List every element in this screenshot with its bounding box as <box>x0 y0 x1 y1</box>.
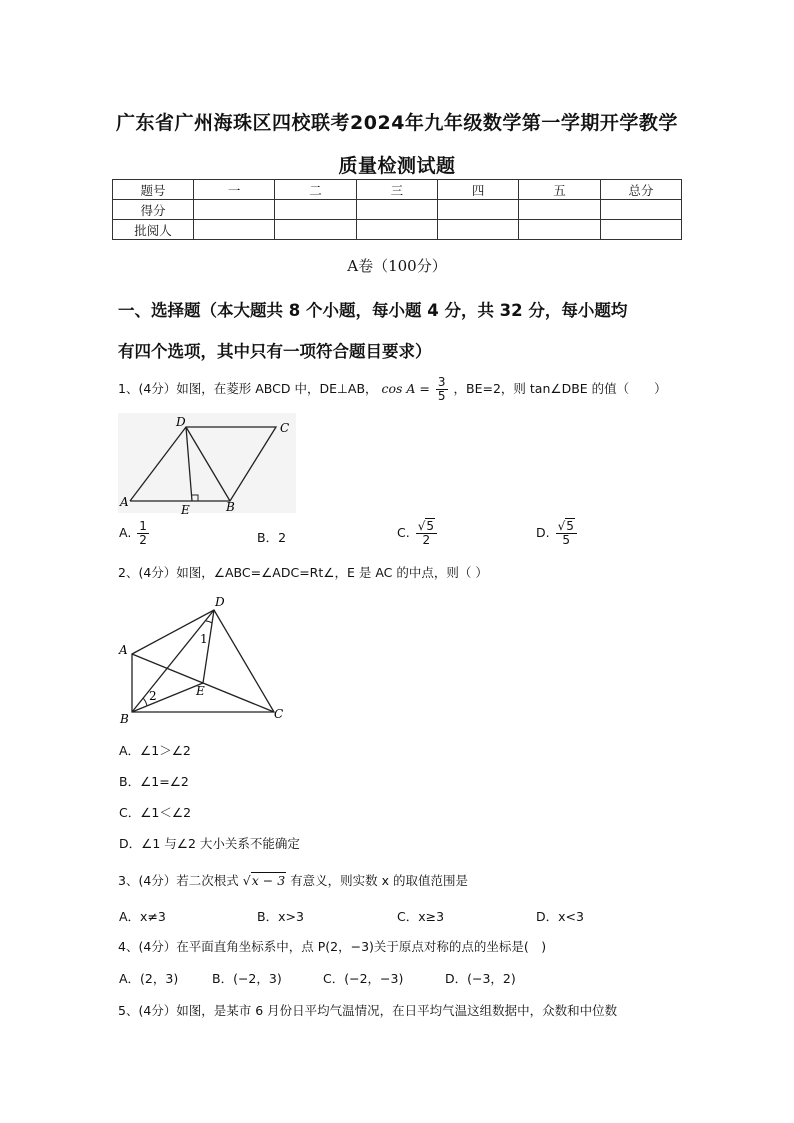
radicand: x − 3 <box>251 873 286 888</box>
fraction-numerator: 1 <box>139 519 147 533</box>
reviewer-cell[interactable] <box>194 220 275 240</box>
q2-option-d[interactable]: D．∠1 与∠2 大小关系不能确定 <box>119 836 300 851</box>
score-table-header-row <box>113 180 682 200</box>
label-d: D <box>176 415 186 429</box>
score-cell[interactable] <box>356 200 437 220</box>
exam-title-line2: 质量检测试题 <box>338 155 456 177</box>
fraction-numerator <box>416 520 437 534</box>
label-angle-2: 2 <box>149 689 157 703</box>
cos-fraction <box>436 376 448 403</box>
sqrt-symbol: √5 <box>557 519 574 533</box>
reviewer-cell[interactable] <box>600 220 681 240</box>
label-e: E <box>196 684 205 698</box>
question-3-pre: 3、(4分）若二次根式 <box>118 873 239 888</box>
score-cell[interactable] <box>600 200 681 220</box>
fraction-numerator: 3 <box>437 375 446 389</box>
section-a-heading: A卷（100分） <box>347 257 447 275</box>
question-1-pre: 1、(4分）如图，在菱形 ABCD 中，DE⊥AB， <box>118 381 378 397</box>
option-letter: D. <box>536 525 550 541</box>
label-angle-1: 1 <box>200 632 208 646</box>
option-a-fraction <box>137 520 149 547</box>
label-b: B <box>120 712 129 724</box>
label-e: E <box>181 503 190 515</box>
reviewer-row-label: 批阅人 <box>113 220 194 240</box>
option-letter: C. <box>397 525 410 541</box>
score-cell[interactable] <box>194 200 275 220</box>
q2-option-c[interactable]: C．∠1＜∠2 <box>119 805 192 820</box>
fraction-denominator: 5 <box>437 389 446 404</box>
score-header-cell: 总分 <box>600 180 681 200</box>
q2-option-b[interactable]: B．∠1=∠2 <box>119 774 189 789</box>
question-4-text: 4、(4分）在平面直角坐标系中，点 P(2，−3)关于原点对称的点的坐标是( ) <box>118 939 547 954</box>
question-1-post: ，BE=2，则 tan∠DBE 的值（ ） <box>453 381 667 397</box>
reviewer-row <box>113 220 682 240</box>
reviewer-cell[interactable] <box>275 220 356 240</box>
q4-option-d[interactable]: D．(−3，2) <box>445 971 516 986</box>
option-d-fraction <box>556 520 577 547</box>
score-header-cell: 三 <box>356 180 437 200</box>
score-header-cell: 题号 <box>113 180 194 200</box>
question-5-text: 5、(4分）如图，是某市 6 月份日平均气温情况，在日平均气温这组数据中，众数和中位数 <box>118 1003 618 1018</box>
question-3-post: 有意义，则实数 x 的取值范围是 <box>290 873 469 888</box>
score-cell[interactable] <box>437 200 518 220</box>
option-letter: A. <box>119 525 132 541</box>
fraction-denominator: 5 <box>562 533 571 548</box>
score-cell[interactable] <box>275 200 356 220</box>
q4-option-b[interactable]: B．(−2，3) <box>212 971 282 986</box>
label-c: C <box>274 707 284 721</box>
fraction-denominator: 2 <box>422 533 431 548</box>
triangle-figure <box>116 592 296 724</box>
option-c-fraction <box>416 520 437 547</box>
label-c: C <box>280 421 290 435</box>
score-header-cell: 二 <box>275 180 356 200</box>
section1-heading-line2: 有四个选项，其中只有一项符合题目要求） <box>118 342 432 361</box>
q4-option-c[interactable]: C．(−2，−3) <box>323 971 404 986</box>
fraction-numerator <box>556 520 577 534</box>
label-a: A <box>120 495 129 509</box>
label-b: B <box>226 500 235 514</box>
segment-be <box>132 683 203 712</box>
radicand: 5 <box>566 519 574 533</box>
score-row <box>113 200 682 220</box>
sqrt-symbol: √5 <box>417 519 434 533</box>
q1-option-a[interactable] <box>119 520 151 547</box>
angle-2-arc <box>143 698 147 706</box>
question-3-text <box>118 871 468 889</box>
label-d: D <box>215 595 225 609</box>
score-header-cell: 一 <box>194 180 275 200</box>
q1-option-b[interactable]: B．2 <box>257 530 287 545</box>
score-header-cell: 四 <box>437 180 518 200</box>
q1-option-c[interactable] <box>397 520 439 547</box>
q3-option-a[interactable]: A．x≠3 <box>119 909 166 924</box>
sqrt-expression: √x − 3 <box>242 873 286 888</box>
angle-1-arc <box>206 621 212 623</box>
reviewer-cell[interactable] <box>519 220 600 240</box>
q2-option-a[interactable]: A．∠1＞∠2 <box>119 743 191 758</box>
question-1-text <box>118 376 667 403</box>
score-cell[interactable] <box>519 200 600 220</box>
label-a: A <box>119 643 128 657</box>
q3-option-d[interactable]: D．x<3 <box>536 909 584 924</box>
q1-option-d[interactable] <box>536 520 579 547</box>
exam-title-line1: 广东省广州海珠区四校联考2024年九年级数学第一学期开学教学 <box>116 112 678 134</box>
radicand: 5 <box>426 519 434 533</box>
q3-option-b[interactable]: B．x>3 <box>257 909 304 924</box>
rhombus-figure <box>118 413 298 515</box>
fraction-denominator: 2 <box>139 533 147 548</box>
q3-option-c[interactable]: C．x≥3 <box>397 909 445 924</box>
score-row-label: 得分 <box>113 200 194 220</box>
score-table <box>112 179 682 240</box>
q4-option-a[interactable]: A．(2，3) <box>119 971 179 986</box>
reviewer-cell[interactable] <box>356 220 437 240</box>
section1-heading-line1: 一、选择题（本大题共 8 个小题，每小题 4 分，共 32 分，每小题均 <box>118 301 628 320</box>
score-header-cell: 五 <box>519 180 600 200</box>
reviewer-cell[interactable] <box>437 220 518 240</box>
cos-label: cos A = <box>381 381 430 397</box>
question-2-text: 2、(4分）如图，∠ABC=∠ADC=Rt∠，E 是 AC 的中点，则（ ） <box>118 565 488 580</box>
